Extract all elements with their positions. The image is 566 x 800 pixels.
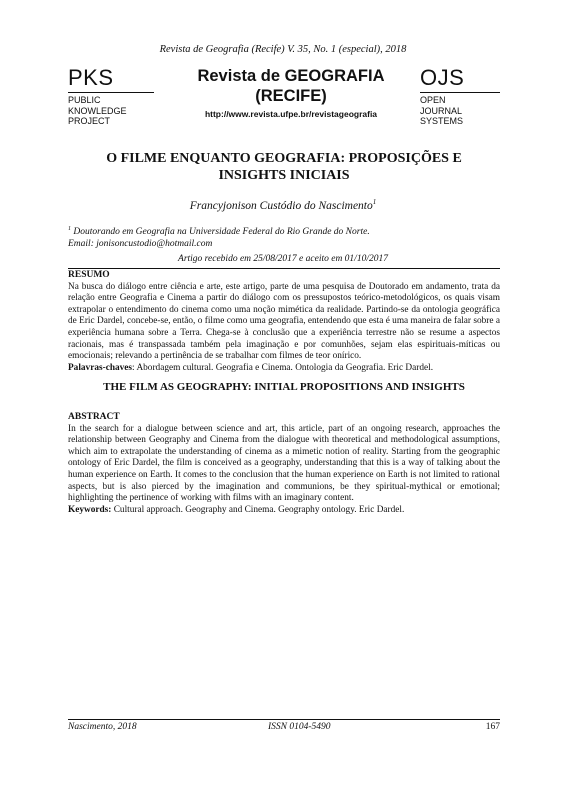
abstract-text: In the search for a dialogue between science and art, this article, part of an ongoing research, approaches the relationship between Geography and Cinema from the dialogue with theoretical and methodological assumptions, which aim to extrapolate the understanding of cinema as a mimetic notion of reality. Starting from the geographic ontology of Eric Dardel, the film is conceived as a geography, understanding that this is a way of talking about the human experience on Earth. It comes to the conclusion that the human experience on Earth is not limited to rational aspects, but is also pierced by the imagination and communions, be they spiritual-mythical or emotional; highlighting the pertinence of working with films with an imaginary content. xyxy=(68,423,500,504)
palavras-chaves xyxy=(68,363,500,375)
resumo-heading: RESUMO xyxy=(68,270,110,280)
ojs-logo-block xyxy=(420,66,500,127)
ojs-abbr: OJS xyxy=(420,65,465,90)
section-divider xyxy=(68,268,500,269)
pkp-logo-block xyxy=(68,66,154,127)
article-dates: Artigo recebido em 25/08/2017 e aceito em 01/10/2017 xyxy=(178,254,388,264)
footer-divider xyxy=(68,719,500,720)
pkp-line-2: KNOWLEDGE xyxy=(68,105,127,116)
running-head: Revista de Geografia (Recife) V. 35, No. 1 (especial), 2018 xyxy=(159,44,407,55)
ojs-line-3: SYSTEMS xyxy=(420,116,464,126)
author-name: Francyjonison Custódio do Nascimento xyxy=(189,199,373,212)
author-footnote-mark: 1 xyxy=(372,198,377,206)
affiliation-footnote-mark: 1 xyxy=(68,226,71,232)
pkp-rule xyxy=(68,92,154,93)
author-email[interactable]: Email: jonisoncustodio@hotmail.com xyxy=(68,239,213,250)
affiliation-text: Doutorando em Geografia na Universidade Federal do Rio Grande do Norte. xyxy=(71,227,370,238)
palavras-chaves-label: Palavras-chaves xyxy=(68,362,133,373)
ojs-line-2: JOURNAL xyxy=(420,105,463,116)
abstract-heading: ABSTRACT xyxy=(68,412,120,422)
keywords xyxy=(68,505,500,517)
resumo-section xyxy=(68,270,500,374)
ojs-line-1: OPEN xyxy=(420,95,446,105)
footer-issn: ISSN 0104-5490 xyxy=(268,722,331,732)
keywords-label: Keywords: xyxy=(68,504,112,515)
keywords-text: Cultural approach. Geography and Cinema. Geography ontology. Eric Dardel. xyxy=(111,504,405,515)
pkp-line-1: PUBLIC xyxy=(68,95,101,105)
page-number: 167 xyxy=(485,722,500,732)
author-line xyxy=(0,198,566,212)
journal-title-line-2: (RECIFE) xyxy=(255,87,327,105)
journal-title-line-1: Revista de GEOGRAFIA xyxy=(197,67,385,85)
article-title-line-1: O FILME ENQUANTO GEOGRAFIA: PROPOSIÇÕES E xyxy=(106,151,462,166)
pkp-abbr: PKS xyxy=(68,65,114,90)
journal-url[interactable]: http://www.revista.ufpe.br/revistageografia xyxy=(204,109,378,119)
pkp-line-3: PROJECT xyxy=(68,116,111,126)
journal-masthead xyxy=(68,66,500,132)
resumo-text: Na busca do diálogo entre ciência e arte, este artigo, parte de uma pesquisa de Doutorado em andamento, trata da relação entre Geografia e Cinema a partir do diálogo com os pressupostos teórico-metodológicos, os quais visam extrapolar o entendimento do cinema como uma noção mimética da realidade. Partindo-se da ontologia geográfica de Eric Dardel, concebe-se, então, o filme como uma geografia, entendendo que esta é uma maneira de falar sobre a experiência humana sobre a Terra. Chega-se à conclusão que a experiência terrestre não se resume a aspectos racionais, mas é transpassada também pela imaginação e por comunhões, sejam elas espirituais-míticas ou emocionais; relevando a pertinência de se trabalhar com filmes de teor onírico. xyxy=(68,281,500,362)
english-title: THE FILM AS GEOGRAPHY: INITIAL PROPOSITIONS AND INSIGHTS xyxy=(103,381,465,393)
article-title xyxy=(68,150,500,184)
article-title-line-2: INSIGHTS INICIAIS xyxy=(218,168,350,183)
author-affiliation xyxy=(68,223,500,250)
footer-citation: Nascimento, 2018 xyxy=(68,722,137,732)
palavras-chaves-text: : Abordagem cultural. Geografia e Cinema. Ontologia da Geografia. Eric Dardel. xyxy=(132,362,434,373)
ojs-rule xyxy=(420,92,500,93)
journal-title-block xyxy=(176,66,406,119)
abstract-section xyxy=(68,412,500,516)
